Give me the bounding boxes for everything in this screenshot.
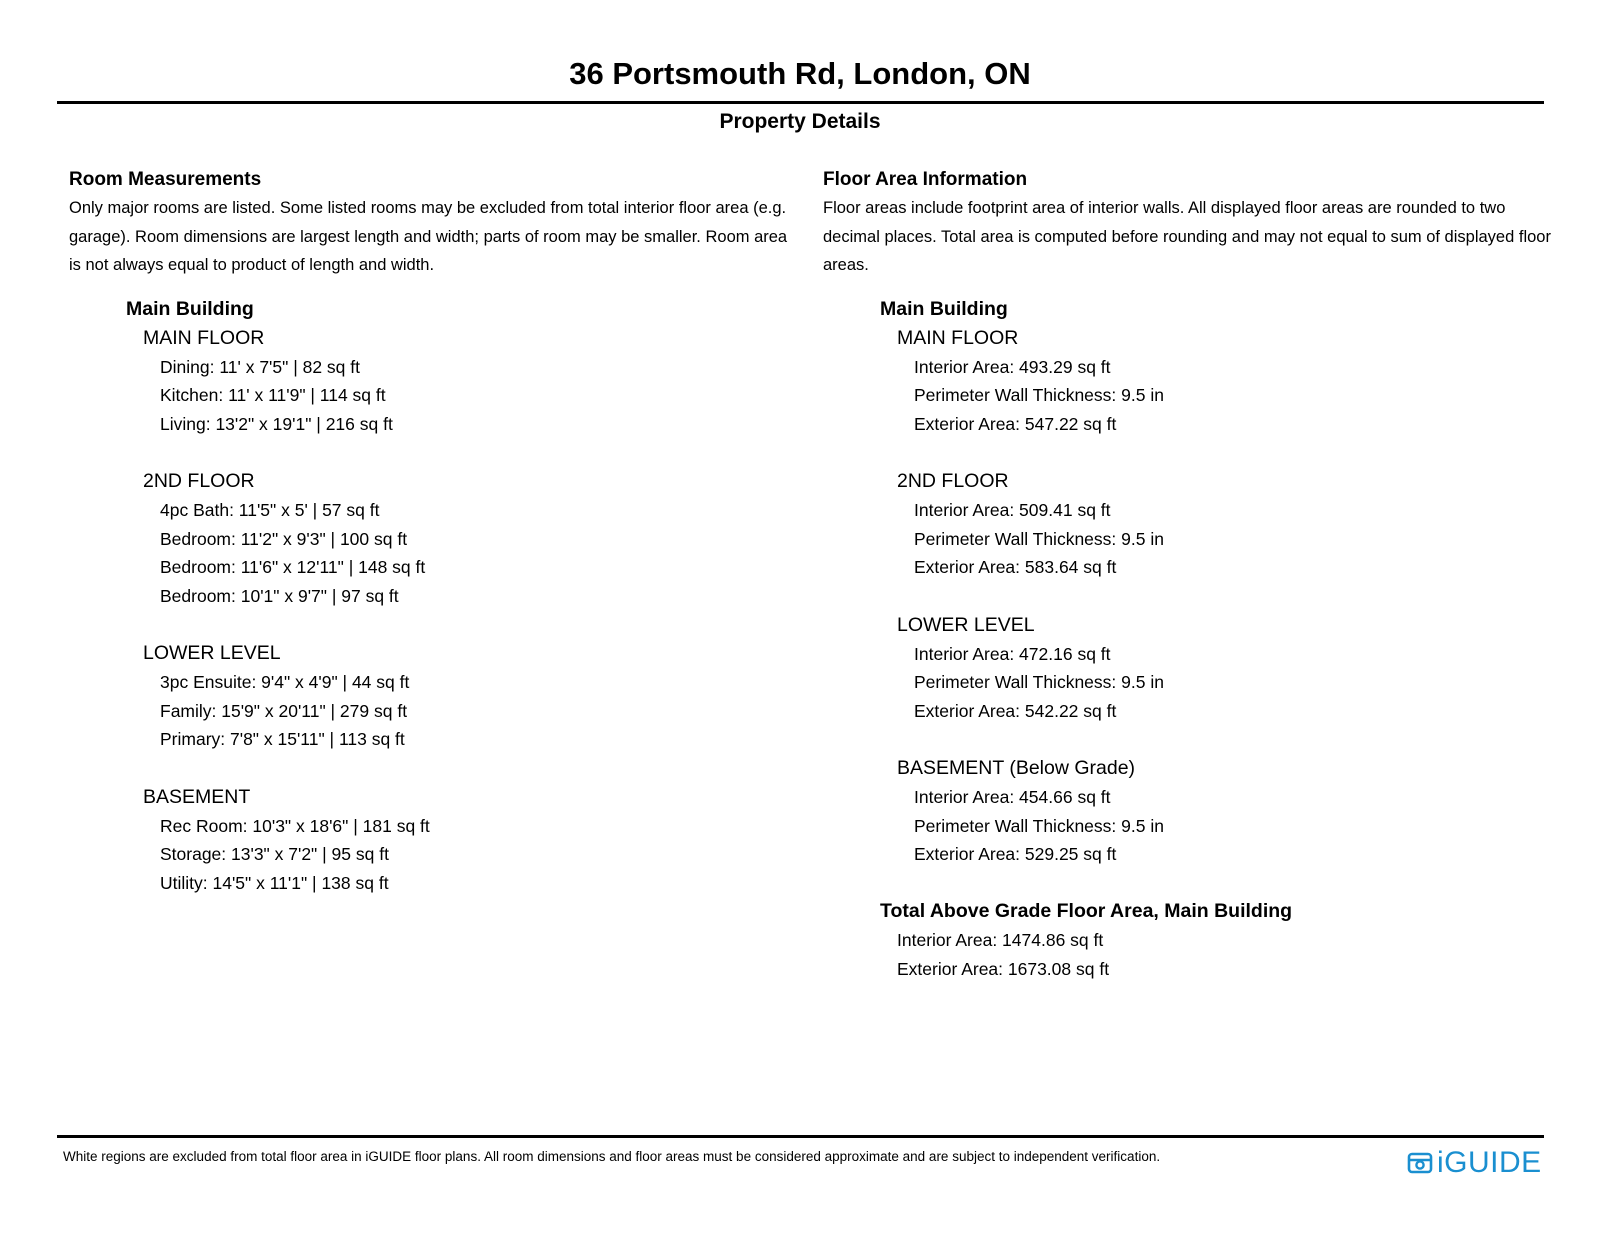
floor-name: BASEMENT [143, 785, 251, 808]
room-floor-basement [126, 783, 789, 898]
area-item: Perimeter Wall Thickness: 9.5 in [914, 815, 1164, 836]
room-item: 3pc Ensuite: 9'4" x 4'9" | 44 sq ft [160, 672, 410, 693]
area-item: Interior Area: 493.29 sq ft [914, 356, 1111, 377]
floor-name: LOWER LEVEL [143, 642, 281, 665]
area-floor-main [880, 324, 1553, 439]
floor-area-heading: Floor Area Information [823, 169, 1028, 190]
room-item: Bedroom: 10'1" x 9'7" | 97 sq ft [160, 585, 399, 606]
floor-area-description: Floor areas include footprint area of interior walls. All displayed floor areas are rounded to two decimal places. Total area is computed before rounding and may not equal to sum of displayed floor areas. [823, 199, 1551, 275]
floor-name: 2ND FLOOR [143, 470, 255, 493]
room-measurements-description: Only major rooms are listed. Some listed rooms may be excluded from total interior floor area (e.g. garage). Room dimensions are largest length and width; parts of room may be smaller. Room area is not always equal to product of length and width. [69, 199, 788, 275]
room-item: Dining: 11' x 7'5" | 82 sq ft [160, 356, 361, 377]
floor-name: 2ND FLOOR [897, 470, 1009, 493]
floor-area-section [823, 166, 1553, 983]
area-item: Interior Area: 472.16 sq ft [914, 643, 1111, 664]
room-measurements-section [69, 166, 789, 926]
total-area-title: Total Above Grade Floor Area, Main Building [880, 900, 1293, 923]
area-item: Exterior Area: 542.22 sq ft [914, 700, 1117, 721]
floor-name: MAIN FLOOR [143, 326, 265, 349]
area-building-title: Main Building [880, 297, 1008, 320]
room-item: Rec Room: 10'3" x 18'6" | 181 sq ft [160, 815, 430, 836]
room-floor-lower [126, 639, 789, 754]
area-building-block [823, 295, 1553, 869]
area-item: Perimeter Wall Thickness: 9.5 in [914, 672, 1164, 693]
floor-name: LOWER LEVEL [897, 613, 1035, 636]
area-floor-2nd [880, 467, 1553, 582]
total-area-item: Interior Area: 1474.86 sq ft [897, 930, 1104, 951]
footer-divider [57, 1135, 1544, 1138]
page-title: 36 Portsmouth Rd, London, ON [569, 56, 1031, 91]
camera-frame-icon [1407, 1150, 1433, 1176]
area-floor-lower [880, 611, 1553, 726]
room-floor-2nd [126, 467, 789, 610]
area-item: Interior Area: 509.41 sq ft [914, 500, 1111, 521]
room-item: Utility: 14'5" x 11'1" | 138 sq ft [160, 872, 389, 893]
total-area-block [823, 897, 1553, 983]
room-measurements-heading: Room Measurements [69, 169, 262, 190]
room-item: 4pc Bath: 11'5" x 5' | 57 sq ft [160, 500, 380, 521]
page-subtitle: Property Details [719, 110, 881, 133]
area-item: Perimeter Wall Thickness: 9.5 in [914, 385, 1164, 406]
area-item: Interior Area: 454.66 sq ft [914, 786, 1111, 807]
area-item: Perimeter Wall Thickness: 9.5 in [914, 528, 1164, 549]
iguide-logo [1407, 1146, 1542, 1180]
room-item: Bedroom: 11'6" x 12'11" | 148 sq ft [160, 557, 426, 578]
total-area-item: Exterior Area: 1673.08 sq ft [897, 958, 1110, 979]
room-floor-main [126, 324, 789, 439]
footer-disclaimer: White regions are excluded from total floor area in iGUIDE floor plans. All room dimensions and floor areas must be considered approximate and are subject to independent verification. [63, 1149, 1161, 1164]
room-item: Primary: 7'8" x 15'11" | 113 sq ft [160, 729, 405, 750]
area-item: Exterior Area: 547.22 sq ft [914, 413, 1117, 434]
floor-name: MAIN FLOOR [897, 326, 1019, 349]
room-building-block [69, 295, 789, 898]
area-floor-basement [880, 754, 1553, 869]
room-item: Storage: 13'3" x 7'2" | 95 sq ft [160, 844, 389, 865]
header-divider [57, 101, 1544, 104]
room-item: Family: 15'9" x 20'11" | 279 sq ft [160, 700, 408, 721]
room-building-title: Main Building [126, 297, 254, 320]
room-item: Bedroom: 11'2" x 9'3" | 100 sq ft [160, 528, 408, 549]
area-item: Exterior Area: 583.64 sq ft [914, 557, 1117, 578]
logo-text: iGUIDE [1437, 1146, 1542, 1179]
floor-name: BASEMENT (Below Grade) [897, 756, 1136, 779]
area-item: Exterior Area: 529.25 sq ft [914, 844, 1117, 865]
room-item: Living: 13'2" x 19'1" | 216 sq ft [160, 413, 393, 434]
room-item: Kitchen: 11' x 11'9" | 114 sq ft [160, 385, 386, 406]
